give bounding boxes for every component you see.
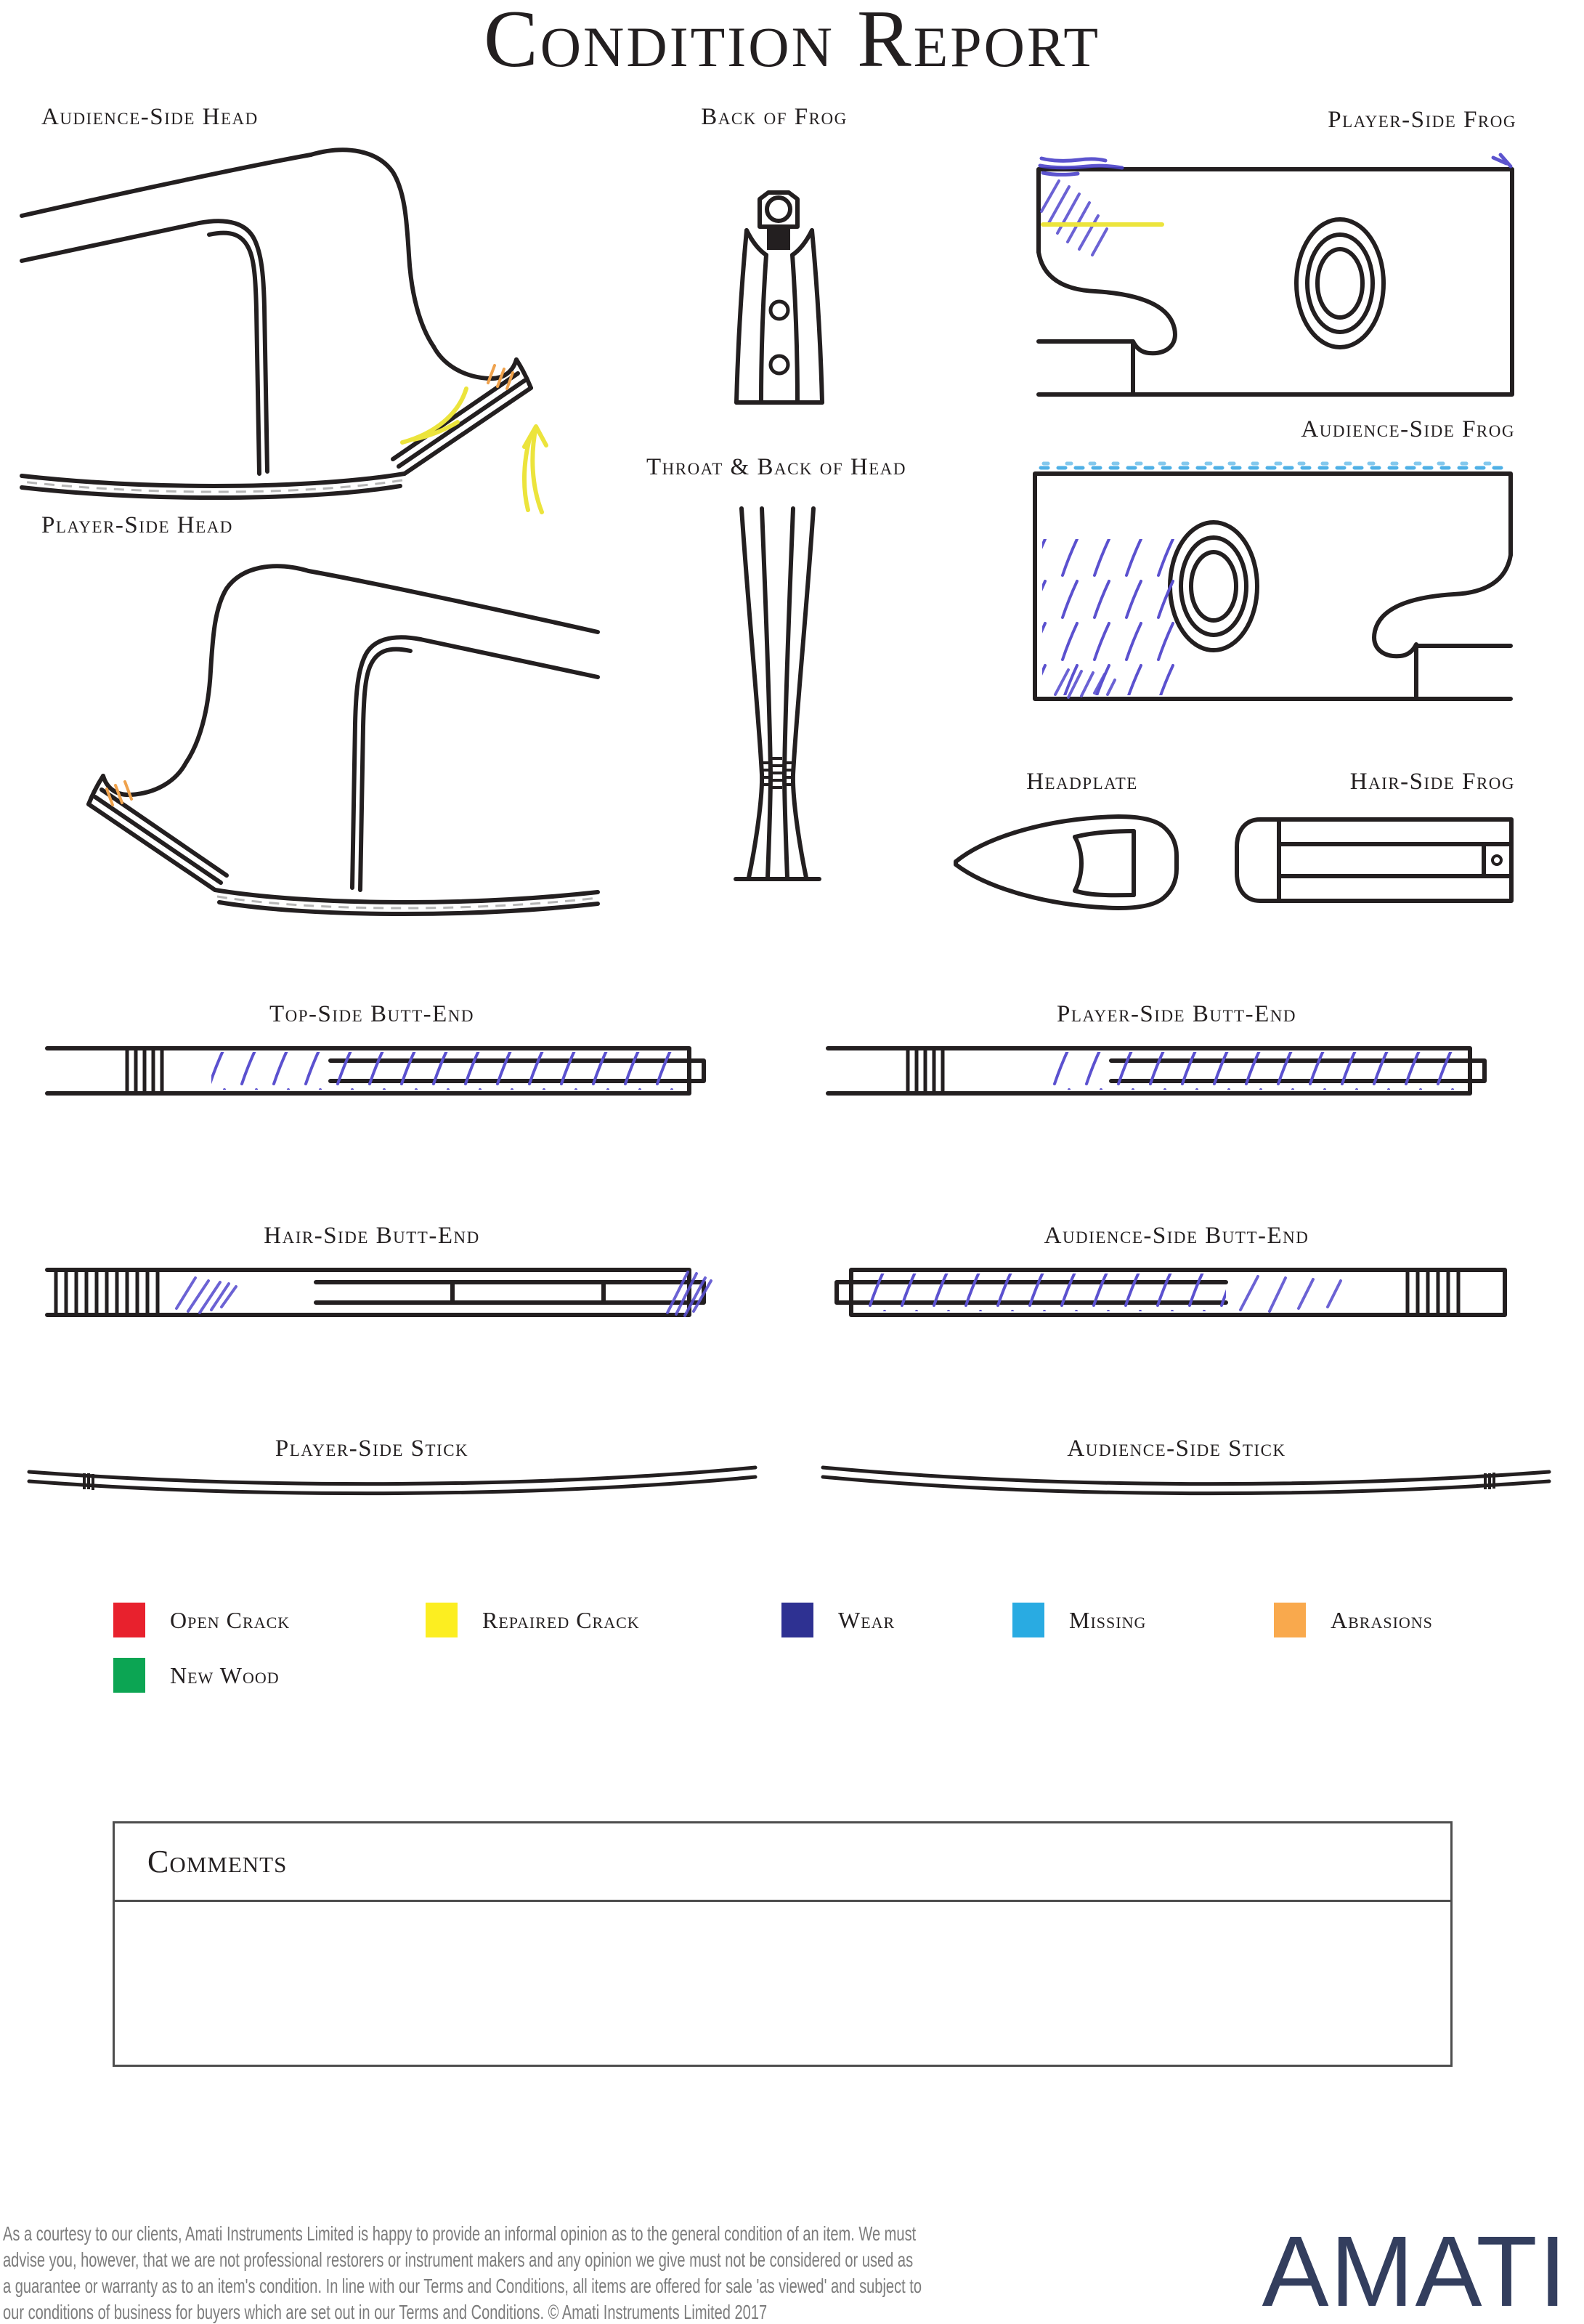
label-audience-side-frog: Audience-Side Frog	[1301, 416, 1515, 442]
label-audience-side-head: Audience-Side Head	[41, 104, 259, 130]
back-of-frog-diagram	[725, 190, 834, 408]
throat-back-of-head-diagram	[728, 507, 826, 885]
player-side-frog-diagram	[1031, 149, 1518, 400]
comments-area[interactable]	[115, 1902, 1450, 2065]
legend-item-abrasions	[1274, 1603, 1433, 1637]
hair-side-frog-diagram	[1230, 815, 1516, 906]
winding-lines	[1485, 1473, 1494, 1489]
top-side-butt-end-diagram	[46, 1045, 721, 1097]
footer-line: our conditions of business for buyers which are set out in our Terms and Conditions. © Amati Instruments Limited 2017	[3, 2301, 768, 2323]
label-audience-side-butt-end: Audience-Side Butt-End	[1044, 1223, 1309, 1249]
player-side-butt-end-diagram	[826, 1045, 1502, 1097]
frog-eye	[1296, 219, 1384, 347]
winding-lines	[127, 1048, 162, 1093]
winding-lines	[56, 1270, 158, 1315]
mortise-stitch-marks	[761, 758, 794, 788]
bow-head-outline	[89, 566, 598, 914]
winding-lines	[1408, 1270, 1458, 1315]
wear-annotation	[1044, 1052, 1466, 1090]
label-player-side-stick: Player-Side Stick	[275, 1436, 469, 1462]
missing-swatch	[1012, 1603, 1044, 1637]
wear-swatch	[781, 1603, 813, 1637]
wear-annotation	[211, 1052, 683, 1090]
open-crack-swatch	[113, 1603, 145, 1637]
legend-label: Abrasions	[1331, 1607, 1433, 1633]
new-wood-swatch	[113, 1658, 145, 1693]
label-headplate: Headplate	[1026, 769, 1138, 795]
amati-logo: AMATI	[1262, 2216, 1568, 2324]
audience-side-stick-diagram	[823, 1465, 1549, 1501]
audience-side-frog-diagram	[1026, 452, 1518, 705]
label-player-side-frog: Player-Side Frog	[1328, 107, 1516, 133]
legend-label: Open Crack	[170, 1607, 291, 1633]
label-player-side-head: Player-Side Head	[41, 512, 233, 538]
winding-lines	[84, 1473, 93, 1490]
label-player-side-butt-end: Player-Side Butt-End	[1057, 1001, 1296, 1027]
bow-head-outline	[22, 150, 531, 498]
missing-annotation	[1041, 463, 1502, 468]
comments-header	[115, 1823, 1450, 1902]
legend-item-new-wood	[113, 1658, 280, 1693]
legend-item-open-crack	[113, 1603, 290, 1637]
legend-label: New Wood	[170, 1662, 280, 1688]
winding-lines	[908, 1048, 943, 1093]
legend-item-wear	[781, 1603, 895, 1637]
label-throat-back-of-head: Throat & Back of Head	[646, 454, 907, 480]
label-audience-side-stick: Audience-Side Stick	[1067, 1436, 1286, 1462]
label-top-side-butt-end: Top-Side Butt-End	[269, 1001, 475, 1027]
wear-annotation	[176, 1272, 711, 1316]
footer-disclaimer	[3, 2221, 922, 2324]
player-side-head-diagram	[28, 559, 598, 937]
legend-label: Repaired Crack	[482, 1607, 640, 1633]
wear-annotation	[863, 1274, 1341, 1311]
wear-annotation	[1042, 539, 1180, 697]
legend-item-repaired-crack	[426, 1603, 640, 1637]
legend-item-missing	[1012, 1603, 1146, 1637]
footer-line: a guarantee or warranty as to an item's condition. In line with our Terms and Conditions, all items are offered for sale 'as viewed' and subject to	[3, 2275, 922, 2297]
repaired-crack-swatch	[426, 1603, 458, 1637]
label-hair-side-butt-end: Hair-Side Butt-End	[264, 1223, 480, 1249]
player-side-stick-diagram	[29, 1465, 755, 1501]
audience-side-head-diagram	[22, 143, 592, 521]
comments-box	[113, 1821, 1453, 2067]
headplate-diagram	[950, 808, 1186, 917]
page-title: Condition Report	[484, 0, 1100, 84]
audience-side-butt-end-diagram	[834, 1266, 1509, 1319]
footer-line: advise you, however, that we are not professional restorers or instrument makers and any opinion we give must not be considered or used as	[3, 2248, 914, 2271]
comments-label: Comments	[147, 1844, 288, 1879]
legend-label: Missing	[1069, 1607, 1147, 1633]
label-back-of-frog: Back of Frog	[701, 104, 848, 130]
frog-eye	[1170, 522, 1257, 650]
hair-side-butt-end-diagram	[46, 1266, 721, 1319]
legend-label: Wear	[838, 1607, 895, 1633]
repaired-crack-arrow	[524, 426, 546, 512]
label-hair-side-frog: Hair-Side Frog	[1349, 769, 1515, 795]
footer-line: As a courtesy to our clients, Amati Instruments Limited is happy to provide an informal opinion as to the general condition of an item. We must	[3, 2222, 917, 2245]
abrasions-swatch	[1274, 1603, 1306, 1637]
